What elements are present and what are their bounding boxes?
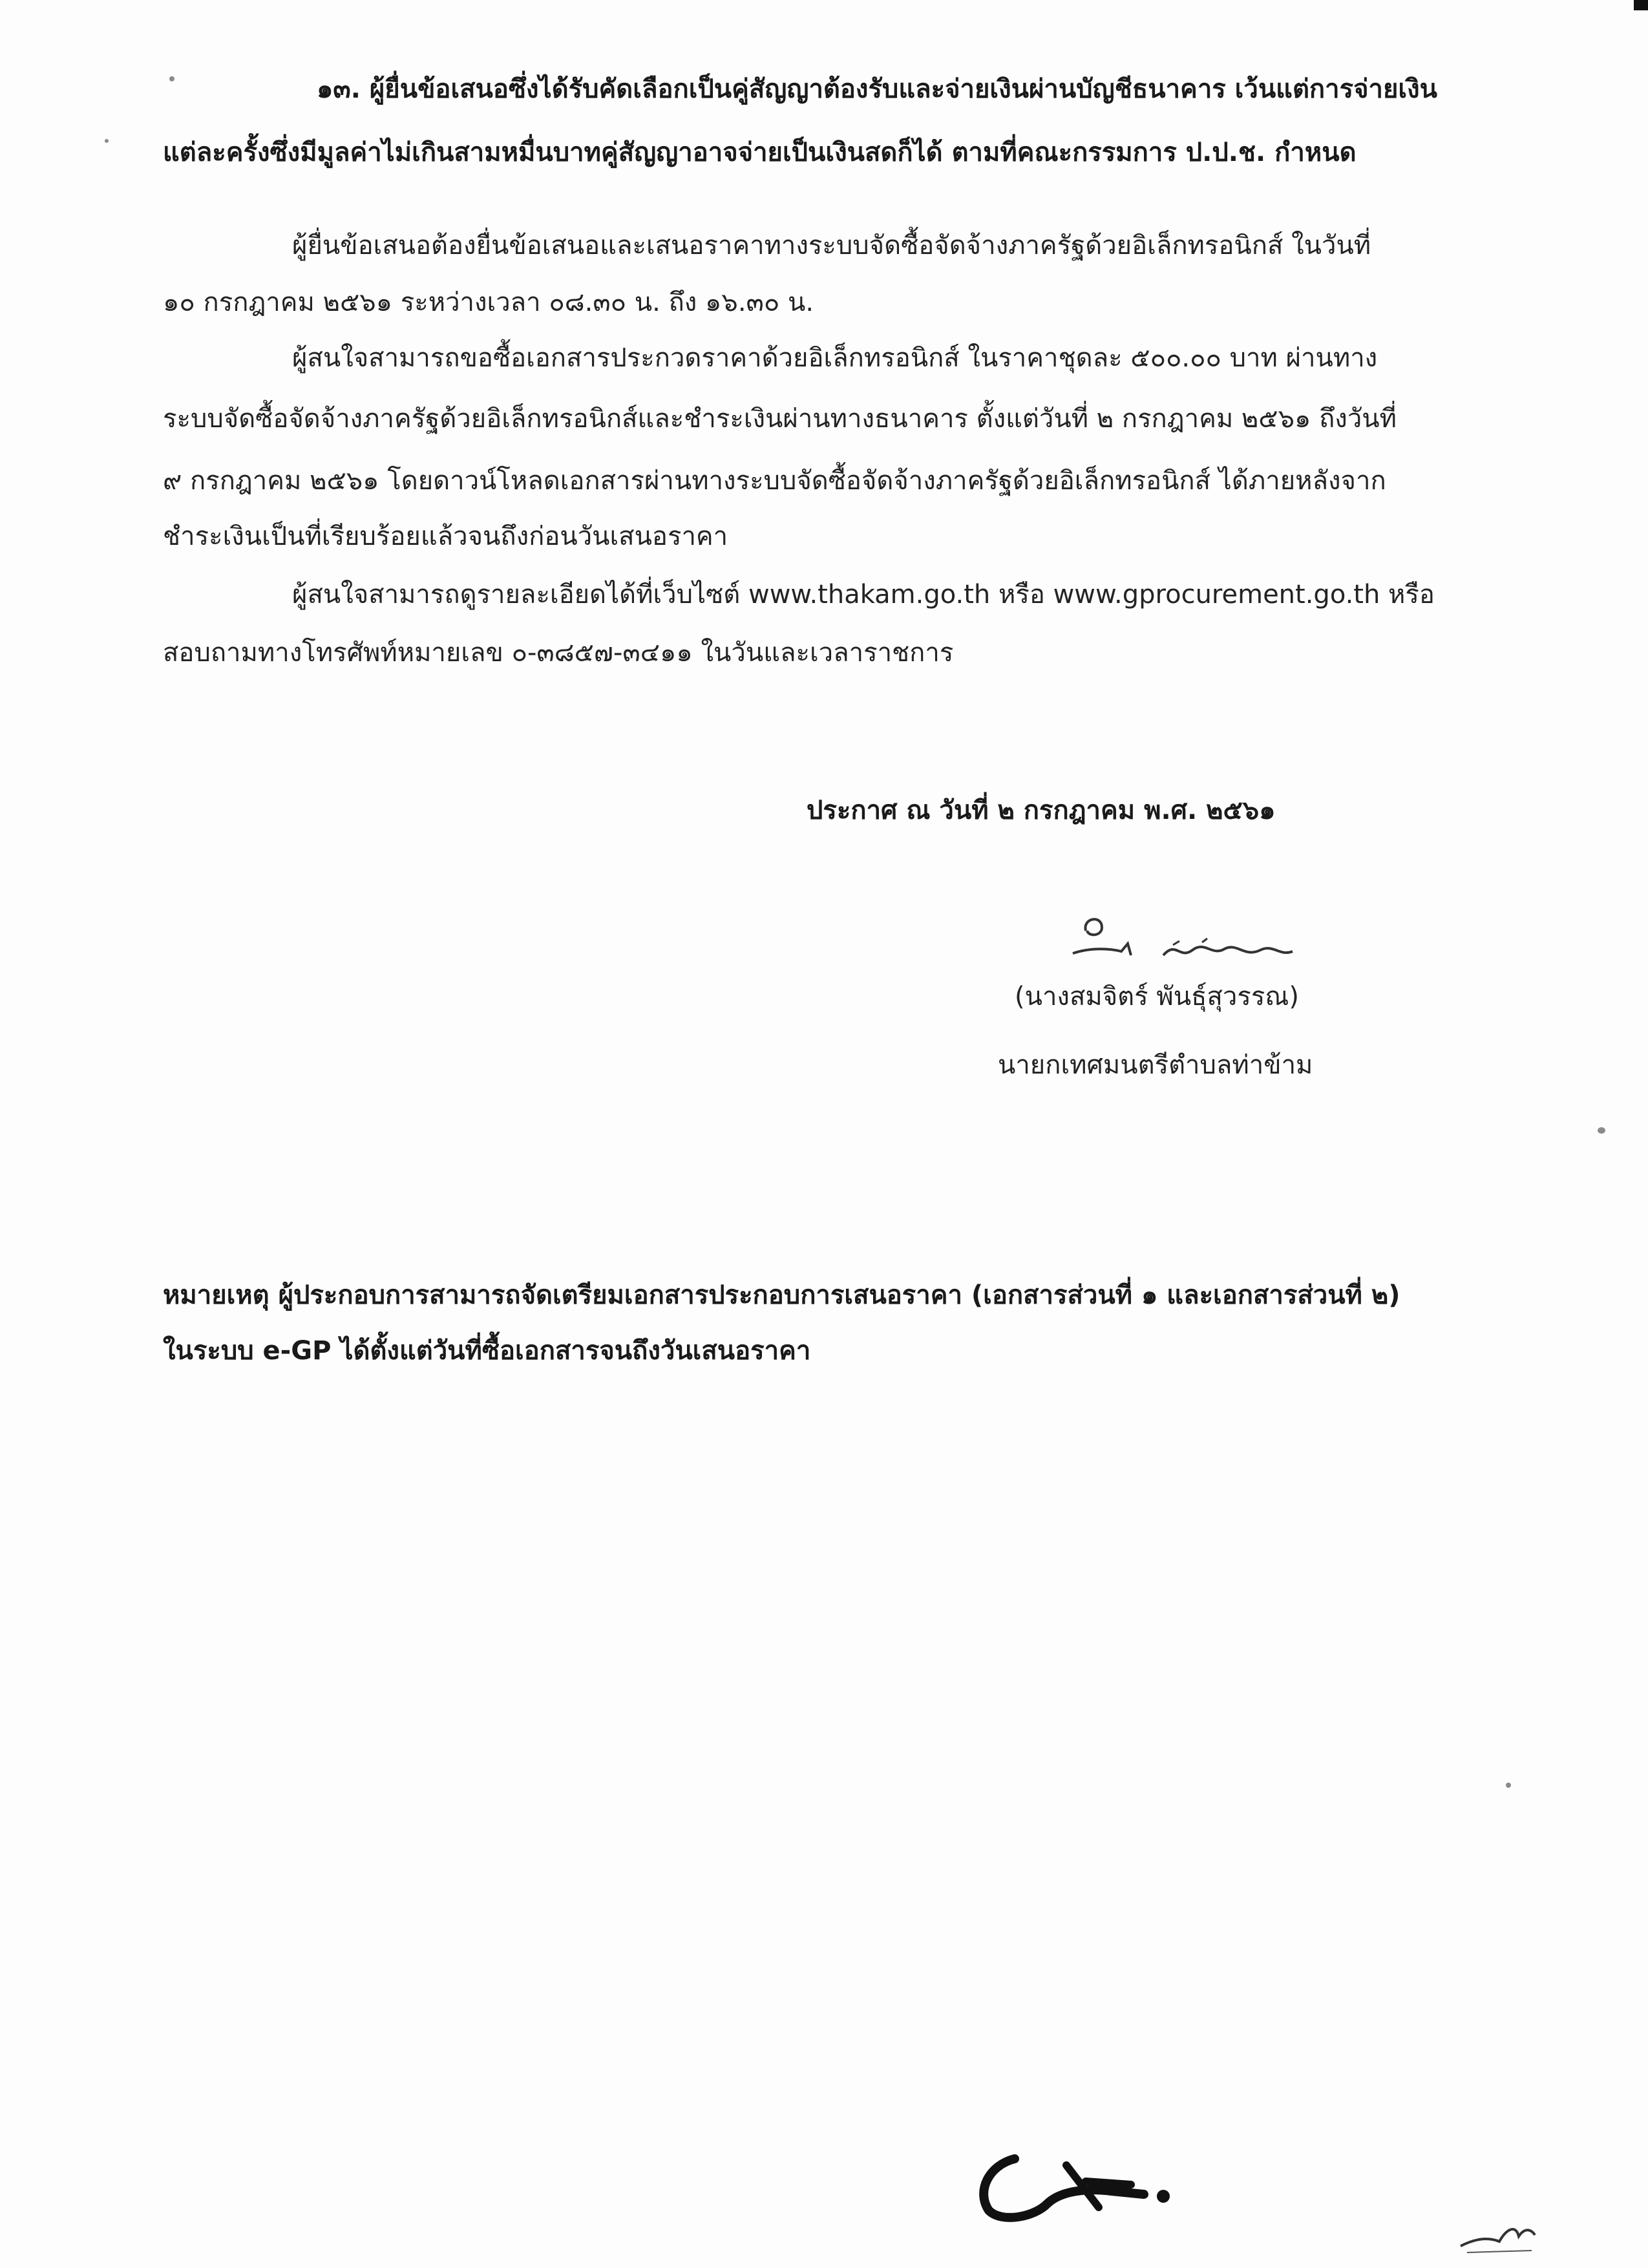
purchase-line-3: ๙ กรกฎาคม ๒๕๖๑ โดยดาวน์โหลดเอกสารผ่านทางระบบจัดซื้อจัดจ้างภาครัฐด้วยอิเล็กทรอนิกส์ ได้ภายหลังจาก — [163, 466, 1386, 496]
note-line-2: ในระบบ e-GP ได้ตั้งแต่วันที่ซื้อเอกสารจนถึงวันเสนอราคา — [163, 1336, 811, 1366]
contact-line-1: ผู้สนใจสามารถดูรายละเอียดได้ที่เว็บไซต์ www.thakam.go.th หรือ www.gprocurement.go.th หรือ — [292, 580, 1435, 609]
purchase-line-2: ระบบจัดซื้อจัดจ้างภาครัฐด้วยอิเล็กทรอนิกส์และชำระเงินผ่านทางธนาคาร ตั้งแต่วันที่ ๒ กรกฎาคม ๒๕๖๑ ถึงวันที่ — [163, 404, 1397, 434]
submission-line-1: ผู้ยื่นข้อเสนอต้องยื่นข้อเสนอและเสนอราคาทางระบบจัดซื้อจัดจ้างภาครัฐด้วยอิเล็กทรอนิกส์ ในวันที่ — [292, 231, 1371, 260]
purchase-line-4: ชำระเงินเป็นที่เรียบร้อยแล้วจนถึงก่อนวันเสนอราคา — [163, 522, 728, 551]
clause-13-line-2: แต่ละครั้งซึ่งมีมูลค่าไม่เกินสามหมื่นบาทคู่สัญญาอาจจ่ายเป็นเงินสดก็ได้ ตามที่คณะกรรมการ ป.ป.ช. กำหนด — [163, 138, 1357, 167]
contact-line-2: สอบถามทางโทรศัพท์หมายเลข ๐-๓๘๕๗-๓๔๑๑ ในวันและเวลาราชการ — [163, 638, 954, 668]
announcement-date: ประกาศ ณ วันที่ ๒ กรกฎาคม พ.ศ. ๒๕๖๑ — [807, 796, 1276, 825]
initials-scribble — [969, 2146, 1241, 2230]
scan-speck — [1598, 1127, 1605, 1134]
submission-line-2: ๑๐ กรกฎาคม ๒๕๖๑ ระหว่างเวลา ๐๘.๓๐ น. ถึง ๑๖.๓๐ น. — [163, 288, 814, 317]
purchase-line-1: ผู้สนใจสามารถขอซื้อเอกสารประกวดราคาด้วยอิเล็กทรอนิกส์ ในราคาชุดละ ๕๐๐.๐๐ บาท ผ่านทาง — [292, 343, 1378, 373]
scan-edge-mark — [1634, 0, 1648, 10]
note-line-1: หมายเหตุ ผู้ประกอบการสามารถจัดเตรียมเอกสารประกอบการเสนอราคา (เอกสารส่วนที่ ๑ และเอกสารส่วนที่ ๒) — [163, 1280, 1400, 1310]
signatory-name: (นางสมจิตร์ พันธุ์สุวรรณ) — [1015, 982, 1300, 1012]
clause-13-line-1: ๑๓. ผู้ยื่นข้อเสนอซึ่งได้รับคัดเลือกเป็นคู่สัญญาต้องรับและจ่ายเงินผ่านบัญชีธนาคาร เว้นแต่การจ่ายเงิน — [317, 74, 1437, 104]
initials-mark — [1454, 2217, 1545, 2256]
scan-speck — [1506, 1783, 1511, 1788]
scan-speck — [169, 76, 174, 81]
signatory-position: นายกเทศมนตรีตำบลท่าข้าม — [998, 1050, 1313, 1080]
scan-speck — [105, 139, 109, 143]
signature-image — [1066, 905, 1312, 976]
